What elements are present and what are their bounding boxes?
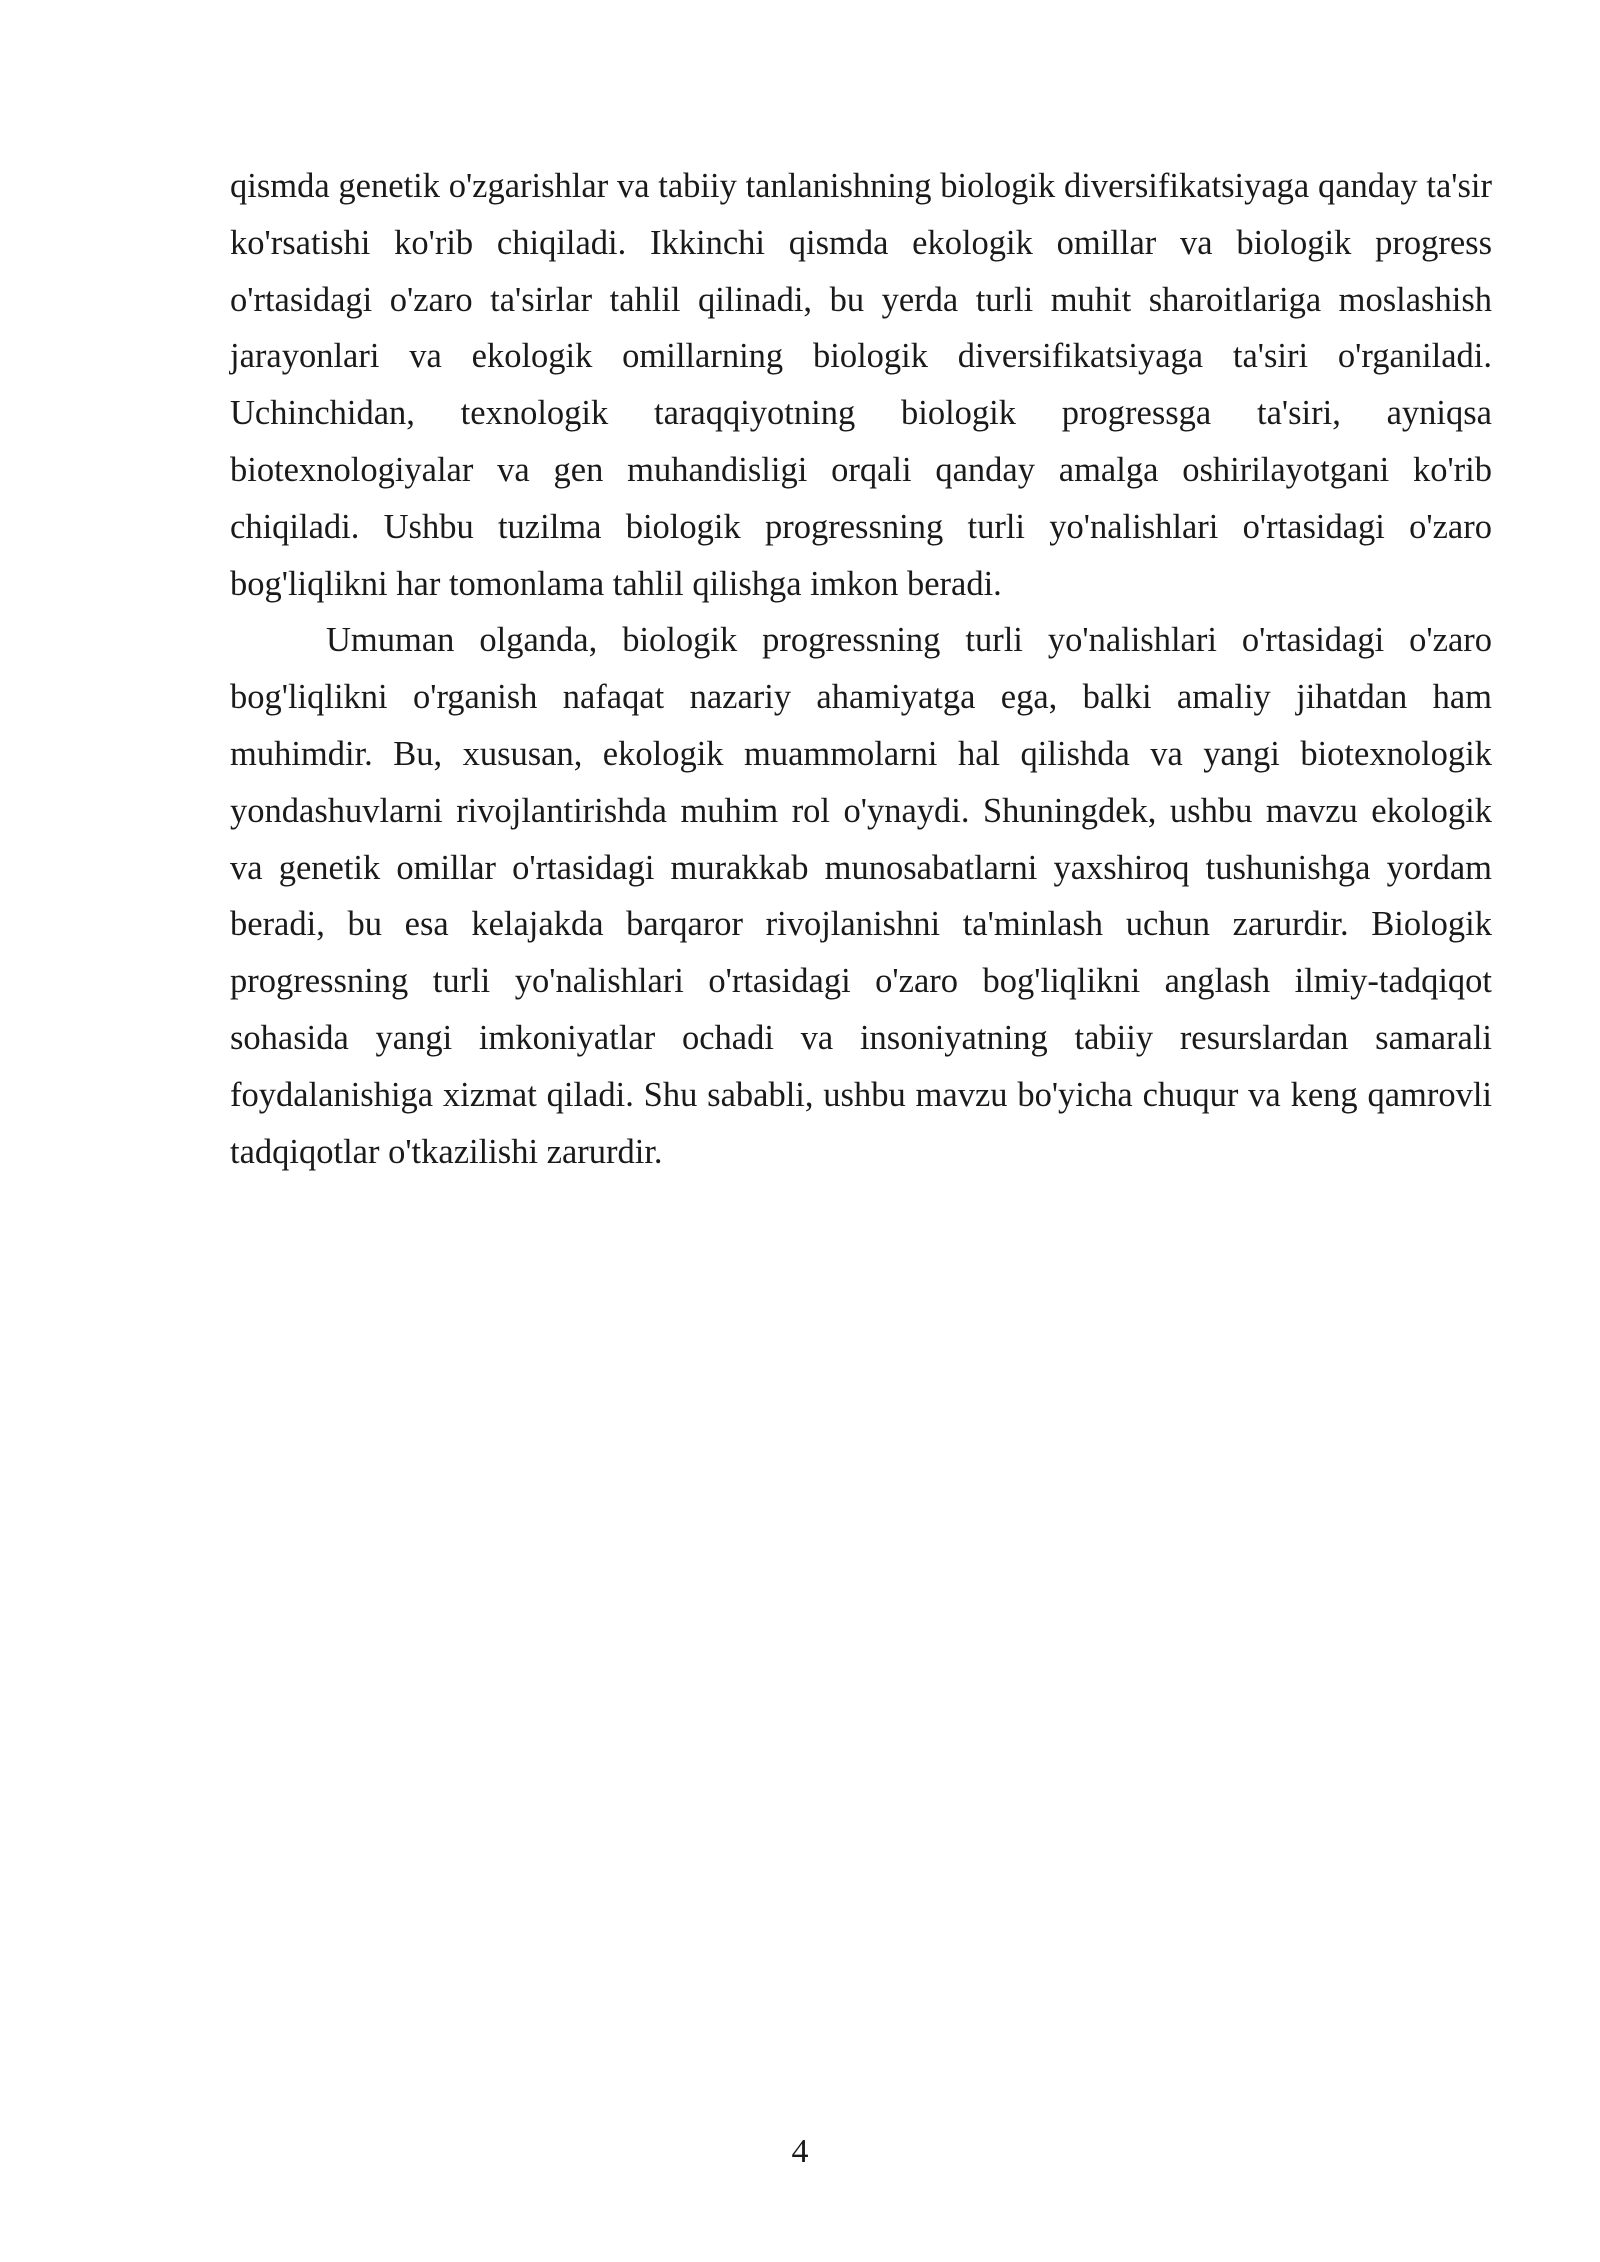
paragraph-continuation: qismda genetik o'zgarishlar va tabiiy tanlanishning biologik diversifikatsiyaga qanday ta'sir ko'rsatishi ko'rib chiqiladi. Ikkinchi qismda ekologik omillar va biologik progress o'rtasidagi o'zaro ta'sirlar tahlil qilinadi, bu yerda turli muhit sharoitlariga moslashish jarayonlari va ekologik omillarning biologik diversifikatsiyaga ta'siri o'rganiladi. Uchinchidan, texnologik taraqqiyotning biologik progressga ta'siri, ayniqsa biotexnologiyalar va gen muhandisligi orqali qanday amalga oshirilayotgani ko'rib chiqiladi. Ushbu tuzilma biologik progressning turli yo'nalishlari o'rtasidagi o'zaro bog'liqlikni har tomonlama tahlil qilishga imkon beradi. [230, 167, 1492, 603]
paragraph-conclusion: Umuman olganda, biologik progressning turli yo'nalishlari o'rtasidagi o'zaro bog'liqlikni o'rganish nafaqat nazariy ahamiyatga ega, balki amaliy jihatdan ham muhimdir. Bu, xususan, ekologik muammolarni hal qilishda va yangi biotexnologik yondashuvlarni rivojlantirishda muhim rol o'ynaydi. Shuningdek, ushbu mavzu ekologik va genetik omillar o'rtasidagi murakkab munosabatlarni yaxshiroq tushunishga yordam beradi, bu esa kelajakda barqaror rivojlanishni ta'minlash uchun zarurdir. Biologik progressning turli yo'nalishlari o'rtasidagi o'zaro bog'liqlikni anglash ilmiy-tadqiqot sohasida yangi imkoniyatlar ochadi va insoniyatning tabiiy resurslardan samarali foydalanishiga xizmat qiladi. Shu sababli, ushbu mavzu bo'yicha chuqur va keng qamrovli tadqiqotlar o'tkazilishi zarurdir. [230, 621, 1492, 1171]
page-number: 4 [791, 2133, 809, 2170]
body-text [230, 158, 1492, 1180]
